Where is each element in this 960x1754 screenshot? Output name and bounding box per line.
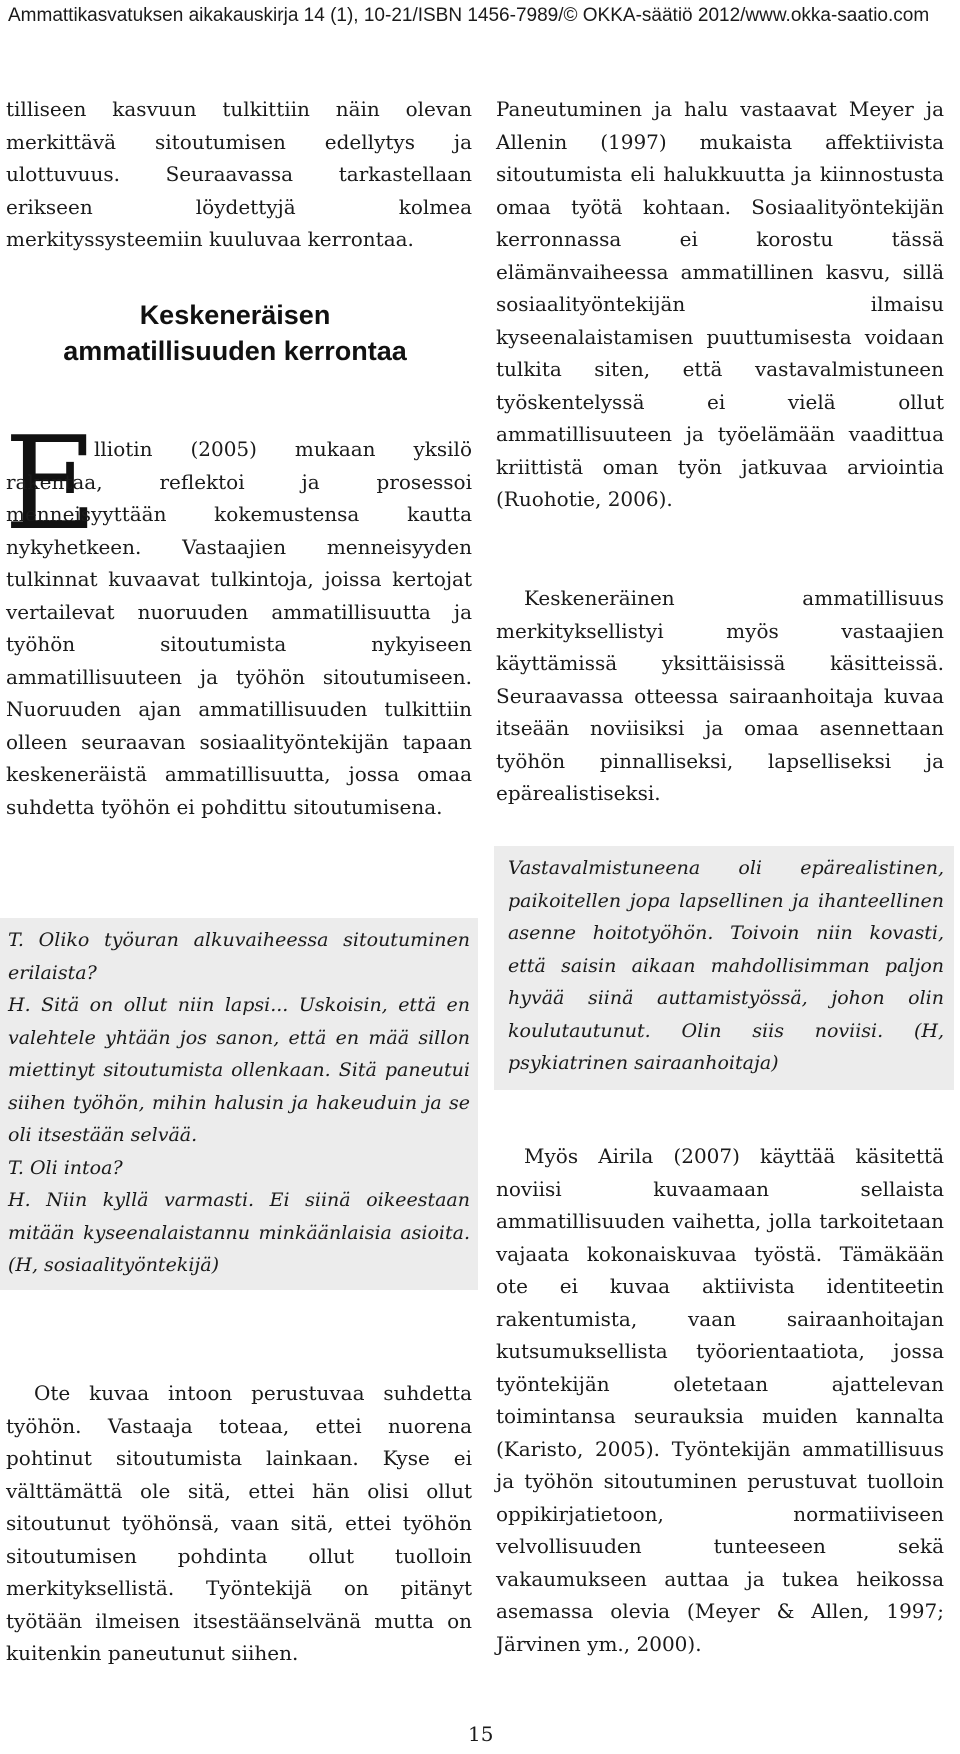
quote-line-2: H. Sitä on ollut niin lapsi... Uskoisin, että en valehtele yhtään jos sanon, että en mää sillon miettinyt sitoutumista ollenkaan. Sitä paneutui siihen työhön, mihin halusin ja hakeuduin ja se oli itsestään selvää. xyxy=(8,994,470,1146)
section-heading: Keskeneräisen ammatillisuuden kerrontaa xyxy=(63,300,407,366)
quote-line-3: T. Oli intoa? xyxy=(8,1156,123,1179)
quote-line-4: H. Niin kyllä varmasti. Ei siinä oikeestaan mitään kyseenalaistannu minkäänlaisia asioita. (H, sosiaalityöntekijä) xyxy=(8,1189,470,1276)
nurse-quote-box xyxy=(494,846,954,1090)
left-after-quote xyxy=(6,1377,472,1670)
right-para-2 xyxy=(496,582,944,810)
quote-line-1: T. Oliko työuran alkuvaiheessa sitoutuminen erilaista? xyxy=(8,929,470,984)
dropcap-paragraph: lliotin (2005) mukaan yksilö rakentaa, reflektoi ja prosessoi menneisyyttään kokemustensa kautta nykyhetkeen. Vastaajien menneisyyden tulkinnat kuvaavat tulkintoja, joissa kertojat vertailevat nuoruuden ammatillisuutta ja työhön sitoutumista nykyiseen ammatillisuuteen ja työhön sitoutumiseen. Nuoruuden ajan ammatillisuuden tulkittiin olleen seuraavan sosiaalityöntekijän tapaan keskeneräistä ammatillisuutta, jossa omaa suhdetta työhön ei pohdittu sitoutumisena. xyxy=(6,437,472,819)
journal-header: Ammattikasvatuksen aikakauskirja 14 (1), 10-21/ISBN 1456-7989/© OKKA-säätiö 2012/www.okka-saatio.com xyxy=(8,5,930,26)
left-body-paragraph xyxy=(4,410,472,823)
right-paragraph-1: Paneutuminen ja halu vastaavat Meyer ja Allenin (1997) mukaista affektiivista sitoutumista eli halukkuutta ja kiinnostusta omaa työtä kohtaan. Sosiaalityöntekijän kerronnassa ei korostu tässä elämänvaiheessa ammatillinen kasvu, sillä sosiaalityöntekijän ilmaisu kyseenalaistamisen puuttumisesta voidaan tulkita siten, että vastavalmistuneen työskentelyssä ei vielä ollut ammatillisuuteen ja työelämään vaadittua kriittistä oman työn jatkuvaa arviointia (Ruohotie, 2006). xyxy=(496,97,944,511)
right-para-1 xyxy=(496,93,944,516)
after-quote-paragraph: Ote kuvaa intoon perustuvaa suhdetta työhön. Vastaaja toteaa, ettei nuorena pohtinut sitoutumista lainkaan. Kyse ei välttämättä ole sitä, ettei hän olisi ollut sitoutunut työhönsä, vaan sitä, ettei työhön sitoutumisen pohdinta ollut tuolloin merkityksellistä. Työntekijä on pitänyt työtään ilmeisen itsestäänselvänä mutta on kuitenkin paneutunut siihen. xyxy=(6,1381,472,1665)
intro-text: tilliseen kasvuun tulkittiin näin olevan merkittävä sitoutumisen edellytys ja ulottuvuus. Seuraavassa tarkastellaan erikseen löydettyjä kolmea merkityssysteemiin kuuluvaa kerrontaa. xyxy=(6,97,472,251)
right-paragraph-3: Myös Airila (2007) käyttää käsitettä noviisi kuvaamaan sellaista ammatillisuuden vaihetta, jolla tarkoitetaan vajaata kokonaiskuvaa työstä. Tämäkään ote ei kuvaa aktiivista identiteetin rakentumista, vaan sairaanhoitajan kutsumuksellista työorientaatiota, jossa työntekijän oletetaan ajattelevan toimintansa seurauksia muiden kannalta (Karisto, 2005). Työntekijän ammatillisuus ja työhön sitoutuminen perustuvat tuolloin oppikirjatietoon, normatiiviseen velvollisuuden tunteeseen sekä vakaumukseen auttaa ja tukea heikossa asemassa olevia (Meyer & Allen, 1997; Järvinen ym., 2000). xyxy=(496,1144,944,1656)
interview-quote-box xyxy=(0,918,478,1290)
dropcap-letter: E xyxy=(4,410,98,559)
left-intro-paragraph xyxy=(6,93,472,256)
nurse-quote-text: Vastavalmistuneena oli epärealistinen, paikoitellen jopa lapsellinen ja ihanteellinen asenne hoitotyöhön. Toivoin niin kovasti, että saisin aikaan mahdollisimman paljon hyvää siinä auttamistyössä, johon olin koulutautunut. Olin siis noviisi. (H, psykiatrinen sairaanhoitaja) xyxy=(508,857,944,1074)
right-para-3 xyxy=(496,1140,944,1660)
right-paragraph-2: Keskeneräinen ammatillisuus merkityksellistyi myös vastaajien käyttämissä yksittäisissä käsitteissä. Seuraavassa otteessa sairaanhoitaja kuvaa itseään noviisiksi ja omaa asennettaan työhön pinnalliseksi, lapselliseksi ja epärealistiseksi. xyxy=(496,586,944,805)
page-number: 15 xyxy=(468,1722,494,1746)
